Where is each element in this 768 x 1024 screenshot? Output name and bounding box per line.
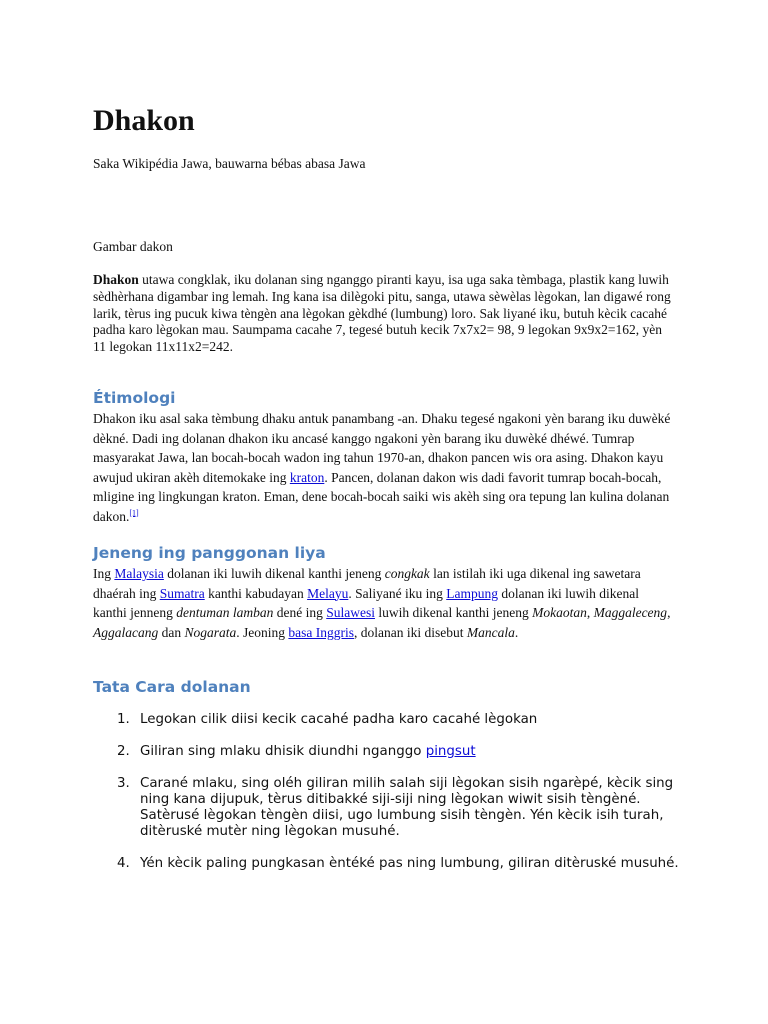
list-item: 4. Yén kècik paling pungkasan èntéké pas ning lumbung, giliran ditèruské musuhé.	[117, 856, 679, 871]
tata-cara-list	[93, 712, 683, 888]
heading-etimologi: Étimologi	[93, 389, 176, 407]
link-sumatra[interactable]: Sumatra	[159, 585, 205, 601]
jeneng-paragraph: Ing Malaysia dolanan iki luwih dikenal kanthi jeneng congkak lan istilah iki uga dikenal ing sawetara dhaérah ing Sumatra kanthi kabudayan Melayu. Saliyané iku ing Lampung dolanan iki luwih dikenal kanthi jenneng dentuman lamban dené ing Sulawesi luwih dikenal kanthi jeneng Mokaotan, Maggaleceng, Aggalacang dan Nogarata. Jeoning basa Inggris, dolanan iki disebut Mancala.	[93, 566, 671, 640]
intro-text: utawa congklak, iku dolanan sing nganggo piranti kayu, isa uga saka tèmbaga, plastik kang luwih sèdhèrhana digambar ing lemah. Ing kana isa dilègoki pitu, sanga, utawa sèwèlas lègokan, lan digawé rong larik, tèrus ing pucuk kiwa tèngèn ana lègokan gèkdhé (lumbung) loro. Sak liyané iku, butuh kècik cacahé padha karo lègokan mau. Saumpama cacahe 7, tegesé butuh kecik 7x7x2= 98, 9 legokan 9x9x2=162, yèn 11 legokan 11x11x2=242.	[93, 272, 671, 355]
reference-link-1[interactable]: [1]	[129, 508, 139, 517]
link-kraton[interactable]: kraton	[289, 469, 325, 485]
link-basa-inggris[interactable]: basa Inggris	[288, 624, 354, 640]
link-melayu[interactable]: Melayu	[307, 585, 349, 601]
etimologi-text-1: Dhakon iku asal saka tèmbung dhaku antuk panambang -an. Dhaku tegesé ngakoni yèn barang iku duwèké dèkné. Dadi ing dolanan dhakon iku ancasé kanggo ngakoni yèn barang iku duwèké dhéwé. Tumrap masyarakat Jawa, lan bocah-bocah wadon ing tahun 1970-an, dhakon pancen wis ora asing. Dhakon kayu awujud ukiran akèh ditemokake ing	[93, 411, 671, 485]
page-title: Dhakon	[93, 104, 195, 137]
link-pingsut[interactable]: pingsut	[425, 744, 476, 759]
page-subtitle: Saka Wikipédia Jawa, bauwarna bébas abasa Jawa	[93, 156, 366, 171]
image-caption: Gambar dakon	[93, 239, 173, 254]
link-lampung[interactable]: Lampung	[446, 585, 498, 601]
etimologi-paragraph	[93, 409, 673, 526]
intro-paragraph	[93, 272, 673, 356]
link-malaysia[interactable]: Malaysia	[114, 566, 164, 581]
heading-jeneng: Jeneng ing panggonan liya	[93, 544, 326, 562]
etimologi-text-2: . Pancen, dolanan dakon wis dadi favorit tumrap bocah-bocah, mligine ing lingkungan kraton. Eman, dene bocah-bocah saiki wis akèh sing ora tepung lan kulina dolanan dakon.	[93, 469, 670, 524]
list-item: 2. Giliran sing mlaku dhisik diundhi nganggo pingsut	[117, 744, 476, 759]
intro-term: Dhakon	[93, 272, 139, 287]
list-item: 1. Legokan cilik diisi kecik cacahé padha karo cacahé lègokan	[117, 712, 538, 727]
heading-tata-cara: Tata Cara dolanan	[93, 678, 251, 696]
link-sulawesi[interactable]: Sulawesi	[326, 605, 375, 620]
list-item: 3. Carané mlaku, sing oléh giliran milih salah siji lègokan sisih ngarèpé, kècik sing ning kana dijupuk, tèrus ditibakké siji-siji ning lègokan wiwit sisih tèngèné. Satèrusé lègokan tèngèn diisi, ugo lumbung sisih tèngèn. Yén kècik isih turah, ditèruské mutèr ning lègokan musuhé.	[117, 776, 674, 839]
